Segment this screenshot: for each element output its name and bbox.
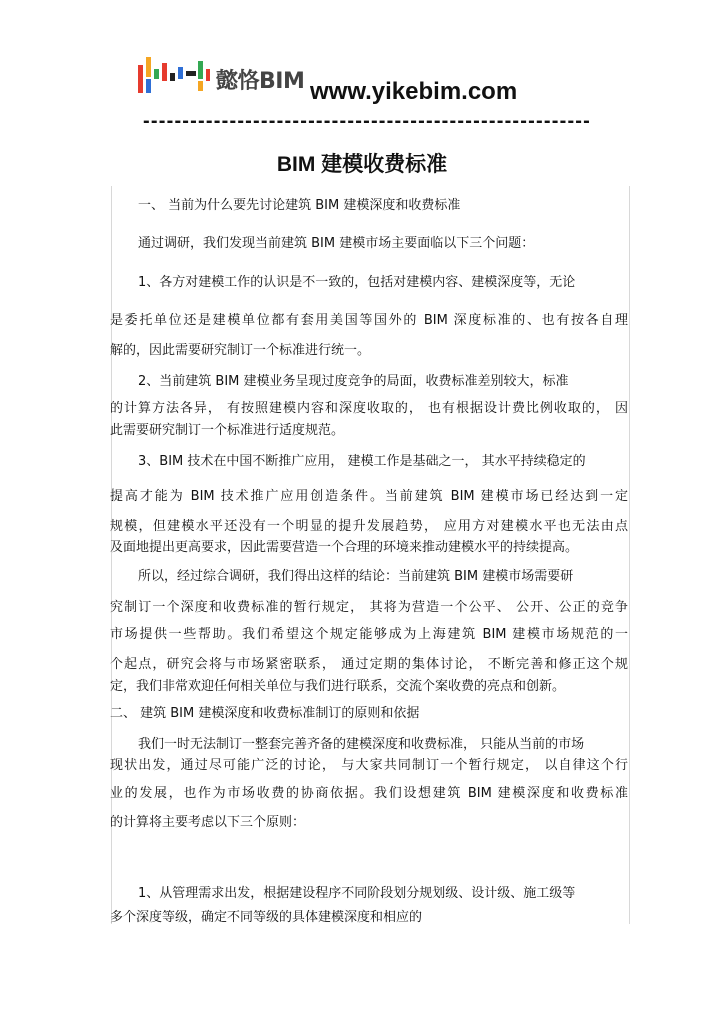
page-title: BIM 建模收费标准 [276, 153, 448, 176]
right-border [629, 186, 630, 924]
paragraph-line: 1、各方对建模工作的认识是不一致的，包括对建模内容、建模深度等，无论 [138, 275, 576, 290]
paragraph-line: 定，我们非常欢迎任何相关单位与我们进行联系，交流个案收费的亮点和创新。 [110, 679, 566, 694]
brand-logo [136, 55, 314, 97]
website-url: www.yikebim.com [310, 78, 518, 105]
paragraph-line: 及面地提出更高要求，因此需要营造一个合理的环境来推动建模水平的持续提高。 [110, 540, 579, 555]
paragraph-line: 1、从管理需求出发，根据建设程序不同阶段划分规划级、设计级、施工级等 [138, 886, 576, 901]
paragraph-line: 是委托单位还是建模单位都有套用美国等国外的 BIM 深度标准的、也有按各自理 [110, 313, 628, 328]
paragraph-line: 此需要研究制订一个标准进行适度规范。 [110, 423, 345, 438]
section-heading-2: 二、 建筑 BIM 建模深度和收费标准制订的原则和依据 [110, 706, 420, 721]
paragraph-line: 业的发展，也作为市场收费的协商依据。我们设想建筑 BIM 建模深度和收费标准 [110, 786, 628, 801]
paragraph-line: 我们一时无法制订一整套完善齐备的建模深度和收费标准， 只能从当前的市场 [138, 737, 585, 752]
paragraph-line: 解的，因此需要研究制订一个标准进行统一。 [110, 343, 371, 358]
section-heading-1: 一、 当前为什么要先讨论建筑 BIM 建模深度和收费标准 [138, 198, 461, 213]
paragraph-line: 所以，经过综合调研，我们得出这样的结论：当前建筑 BIM 建模市场需要研 [138, 569, 574, 584]
paragraph-line: 的计算方法各异， 有按照建模内容和深度收取的， 也有根据设计费比例收取的， 因 [110, 401, 628, 416]
paragraph-line: 提高才能为 BIM 技术推广应用创造条件。当前建筑 BIM 建模市场已经达到一定 [110, 489, 628, 504]
paragraph-line: 规模，但建模水平还没有一个明显的提升发展趋势， 应用方对建模水平也无法由点 [110, 519, 628, 534]
paragraph-line: 3、BIM 技术在中国不断推广应用， 建模工作是基础之一， 其水平持续稳定的 [138, 454, 586, 469]
logo-text: 懿恪BIM [216, 69, 305, 94]
paragraph-line: 市场提供一些帮助。我们希望这个规定能够成为上海建筑 BIM 建模市场规范的一 [110, 627, 628, 642]
paragraph-line: 个起点，研究会将与市场紧密联系， 通过定期的集体讨论， 不断完善和修正这个规 [110, 657, 628, 672]
paragraph-line: 通过调研，我们发现当前建筑 BIM 建模市场主要面临以下三个问题： [138, 236, 535, 251]
paragraph-line: 究制订一个深度和收费标准的暂行规定， 其将为营造一个公平、 公开、公正的竞争 [110, 600, 628, 615]
logo-bars-icon [136, 55, 212, 97]
header-separator: --------------------------------------------------------- [143, 110, 592, 132]
paragraph-line: 的计算将主要考虑以下三个原则： [110, 815, 306, 830]
paragraph-line: 现状出发，通过尽可能广泛的讨论， 与大家共同制订一个暂行规定， 以自律这个行 [110, 758, 628, 773]
paragraph-line: 多个深度等级，确定不同等级的具体建模深度和相应的 [110, 910, 423, 925]
paragraph-line: 2、当前建筑 BIM 建模业务呈现过度竞争的局面，收费标准差别较大，标准 [138, 374, 569, 389]
